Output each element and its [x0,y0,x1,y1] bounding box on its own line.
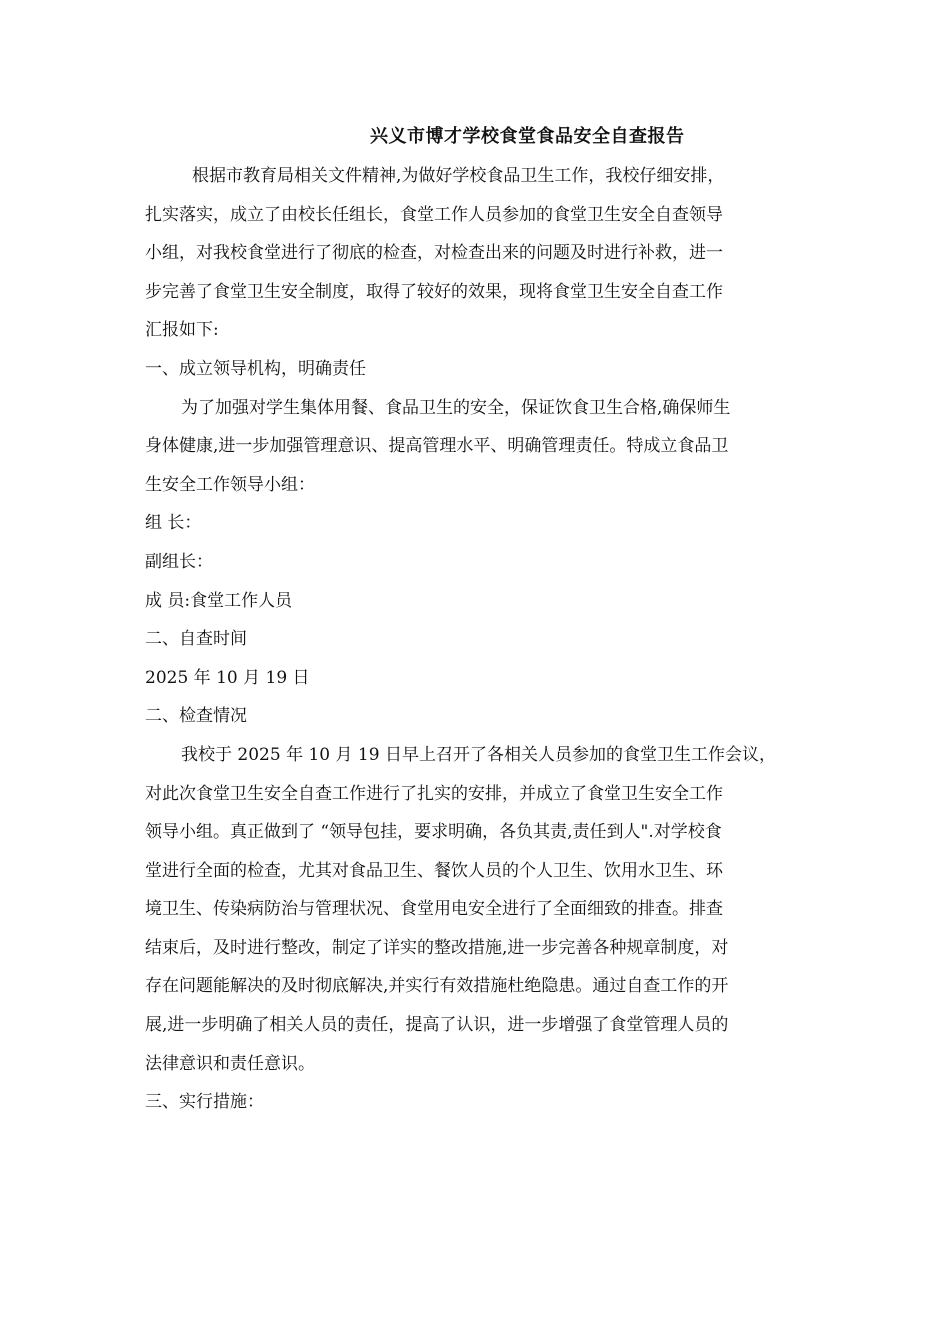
paragraph-line: 结束后，及时进行整改，制定了详实的整改措施,进一步完善各种规章制度，对 [145,937,729,958]
paragraph-line: 汇报如下: [145,320,219,341]
paragraph-line: 法律意识和责任意识。 [145,1053,315,1074]
section-heading: 二、检查情况 [145,706,247,727]
paragraph-line: 展,进一步明确了相关人员的责任，提高了认识，进一步增强了食堂管理人员的 [145,1015,729,1036]
member-line-deputy: 副组长： [145,551,213,572]
section-heading: 二、自查时间 [145,629,247,650]
paragraph-line: 存在问题能解决的及时彻底解决,并实行有效措施杜绝隐患。通过自查工作的开 [145,976,729,997]
paragraph-line: 对此次食堂卫生安全自查工作进行了扎实的安排，并成立了食堂卫生安全工作 [145,783,723,804]
paragraph-line: 为了加强对学生集体用餐、食品卫生的安全，保证饮食卫生合格,确保师生 [181,397,731,418]
paragraph-line: 生安全工作领导小组： [145,474,315,495]
paragraph-line: 根据市教育局相关文件精神,为做好学校食品卫生工作，我校仔细安排， [192,166,725,186]
document-title: 兴义市博才学校食堂食品安全自查报告 [370,126,685,147]
member-line-leader: 组 长： [145,513,202,534]
member-line-members: 成 员:食堂工作人员 [145,590,293,611]
paragraph-line: 堂进行全面的检查，尤其对食品卫生、餐饮人员的个人卫生、饮用水卫生、环 [145,860,723,881]
section-heading: 一、成立领导机构，明确责任 [145,358,366,379]
paragraph-line: 境卫生、传染病防治与管理状况、食堂用电安全进行了全面细致的排查。排查 [145,899,723,920]
paragraph-line: 领导小组。真正做到了 “领导包挂，要求明确，各负其责,责任到人".对学校食 [145,822,722,843]
section-heading: 三、实行措施： [145,1092,264,1113]
paragraph-line: 步完善了食堂卫生安全制度，取得了较好的效果，现将食堂卫生安全自查工作 [145,281,723,302]
paragraph-line: 小组，对我校食堂进行了彻底的检查，对检查出来的问题及时进行补救，进一 [145,243,723,264]
paragraph-line: 身体健康,进一步加强管理意识、提高管理水平、明确管理责任。特成立食品卫 [145,436,729,457]
document-body [145,157,810,1122]
paragraph-line: 我校于 2025 年 10 月 19 日早上召开了各相关人员参加的食堂卫生工作会议， [181,744,776,765]
paragraph-line: 扎实落实，成立了由校长任组长，食堂工作人员参加的食堂卫生安全自查领导 [145,204,723,225]
date-line: 2025 年 10 月 19 日 [145,667,310,688]
